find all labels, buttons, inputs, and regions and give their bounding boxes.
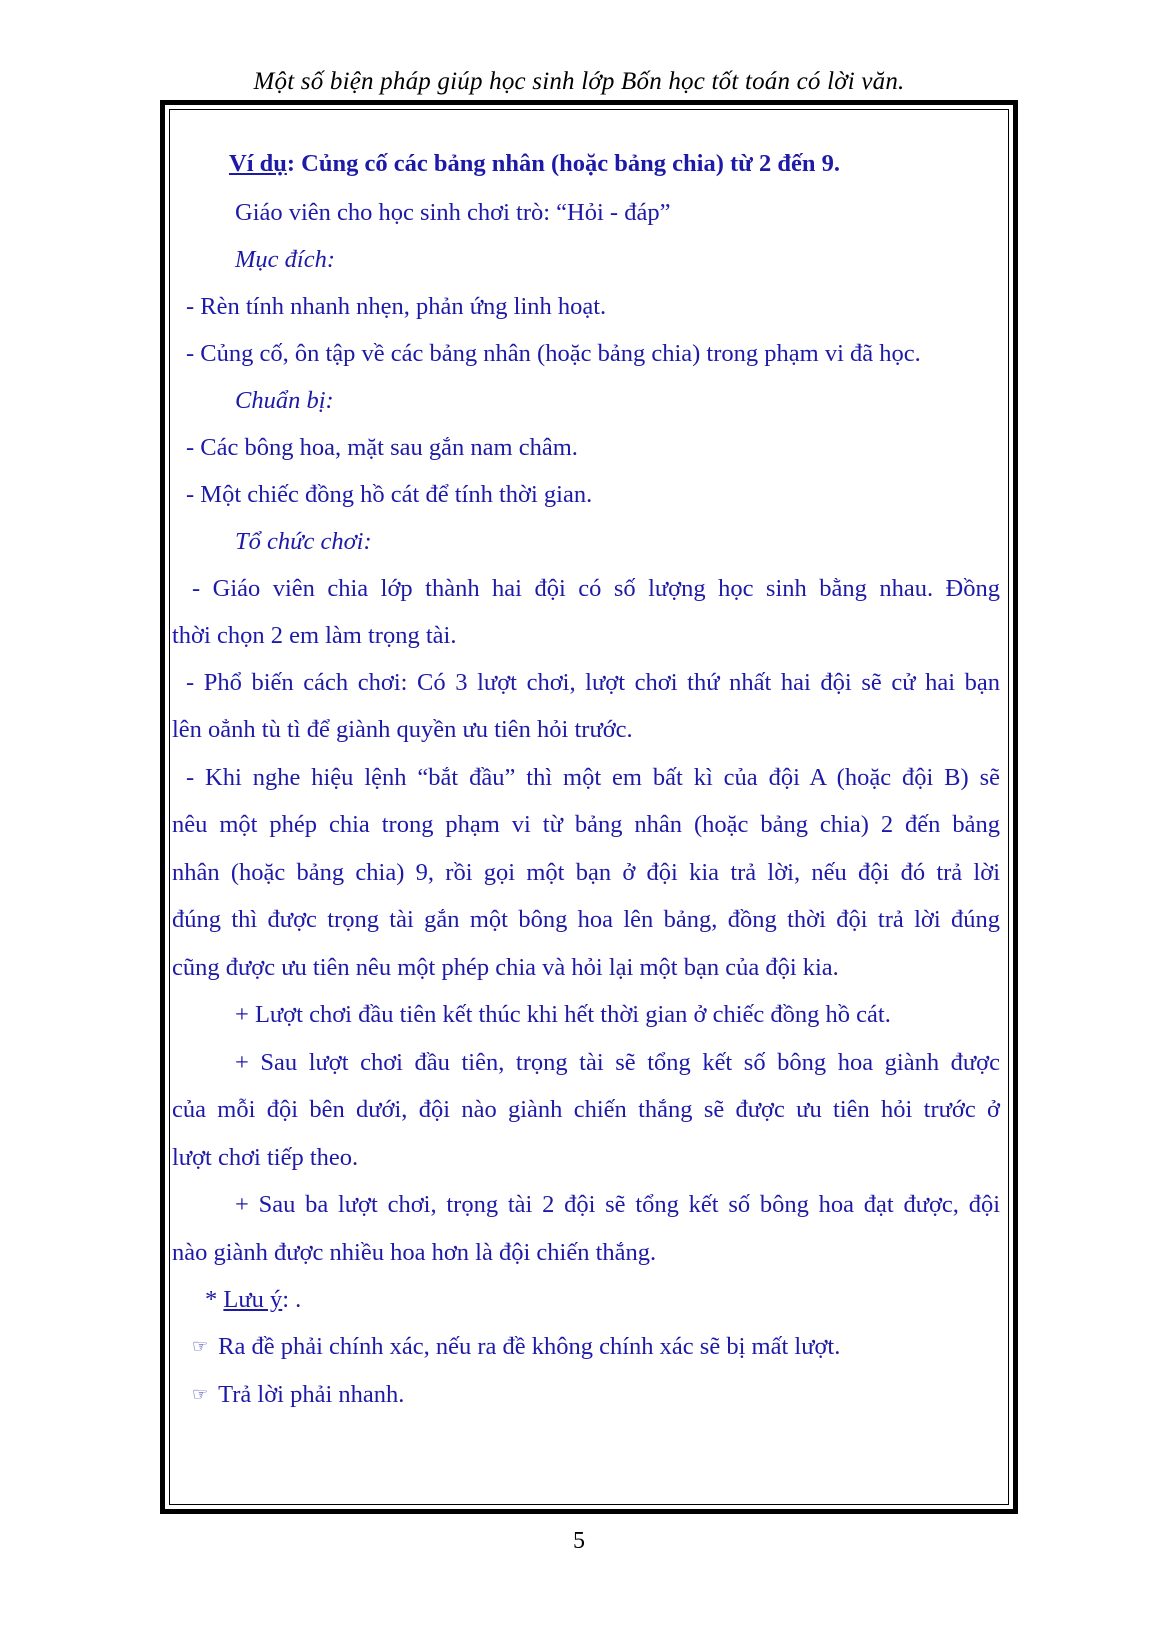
prep-heading: Chuẩn bị: (235, 387, 334, 414)
prep-item: - Một chiếc đồng hồ cát để tính thời gian. (186, 481, 593, 508)
purpose-item: - Củng cố, ôn tập về các bảng nhân (hoặc bảng chia) trong phạm vi đã học. (186, 340, 921, 367)
org-line: - Khi nghe hiệu lệnh “bắt đầu” thì một em bất kì của đội A (hoặc đội B) sẽ (186, 764, 1000, 791)
note-star: * (205, 1286, 224, 1313)
example-title: : Củng cố các bảng nhân (hoặc bảng chia) từ 2 đến 9. (286, 150, 840, 177)
note-suffix: : . (282, 1286, 302, 1313)
org-line: nhân (hoặc bảng chia) 9, rồi gọi một bạn ở đội kia trả lời, nếu đội đó trả lời (172, 859, 1000, 886)
note-item (192, 1333, 840, 1361)
org-line: cũng được ưu tiên nêu một phép chia và hỏi lại một bạn của đội kia. (172, 954, 839, 981)
round-rule: + Sau lượt chơi đầu tiên, trọng tài sẽ tổng kết số bông hoa giành được (235, 1049, 1000, 1076)
running-header: Một số biện pháp giúp học sinh lớp Bốn học tốt toán có lời văn. (253, 68, 905, 95)
org-line: nào giành được nhiều hoa hơn là đội chiến thắng. (172, 1239, 657, 1266)
note-item-text: Ra đề phải chính xác, nếu ra đề không chính xác sẽ bị mất lượt. (218, 1333, 841, 1360)
prep-item: - Các bông hoa, mặt sau gắn nam châm. (186, 434, 578, 461)
example-label: Ví dụ (229, 150, 287, 177)
note-item-text: Trả lời phải nhanh. (218, 1381, 405, 1408)
org-line: của mỗi đội bên dưới, đội nào giành chiến thắng sẽ được ưu tiên hỏi trước ở (172, 1096, 1000, 1123)
pointing-hand-icon: ☞ (192, 1384, 209, 1405)
pointing-hand-icon: ☞ (192, 1336, 209, 1357)
org-line: thời chọn 2 em làm trọng tài. (172, 622, 457, 649)
org-line: - Giáo viên chia lớp thành hai đội có số lượng học sinh bằng nhau. Đồng (192, 575, 1000, 602)
example-heading (229, 150, 840, 178)
purpose-item: - Rèn tính nhanh nhẹn, phản ứng linh hoạt. (186, 293, 607, 320)
note-label: Lưu ý (223, 1286, 283, 1313)
org-line: đúng thì được trọng tài gắn một bông hoa lên bảng, đồng thời đội trả lời đúng (172, 906, 1000, 933)
round-rule: + Lượt chơi đầu tiên kết thúc khi hết thời gian ở chiếc đồng hồ cát. (235, 1001, 891, 1028)
org-line: nêu một phép chia trong phạm vi từ bảng nhân (hoặc bảng chia) 2 đến bảng (172, 811, 1000, 838)
note-item (192, 1381, 404, 1409)
intro-text: Giáo viên cho học sinh chơi trò: “Hỏi - đáp” (235, 199, 671, 226)
round-rule: + Sau ba lượt chơi, trọng tài 2 đội sẽ tổng kết số bông hoa đạt được, đội (235, 1191, 1000, 1218)
page-number: 5 (573, 1528, 585, 1554)
purpose-heading: Mục đích: (235, 246, 335, 273)
org-line: lên oẳnh tù tì để giành quyền ưu tiên hỏi trước. (172, 716, 633, 743)
org-heading: Tổ chức chơi: (235, 528, 372, 555)
note-heading (205, 1286, 301, 1314)
org-line: - Phổ biến cách chơi: Có 3 lượt chơi, lượt chơi thứ nhất hai đội sẽ cử hai bạn (186, 669, 1000, 696)
org-line: lượt chơi tiếp theo. (172, 1144, 359, 1171)
